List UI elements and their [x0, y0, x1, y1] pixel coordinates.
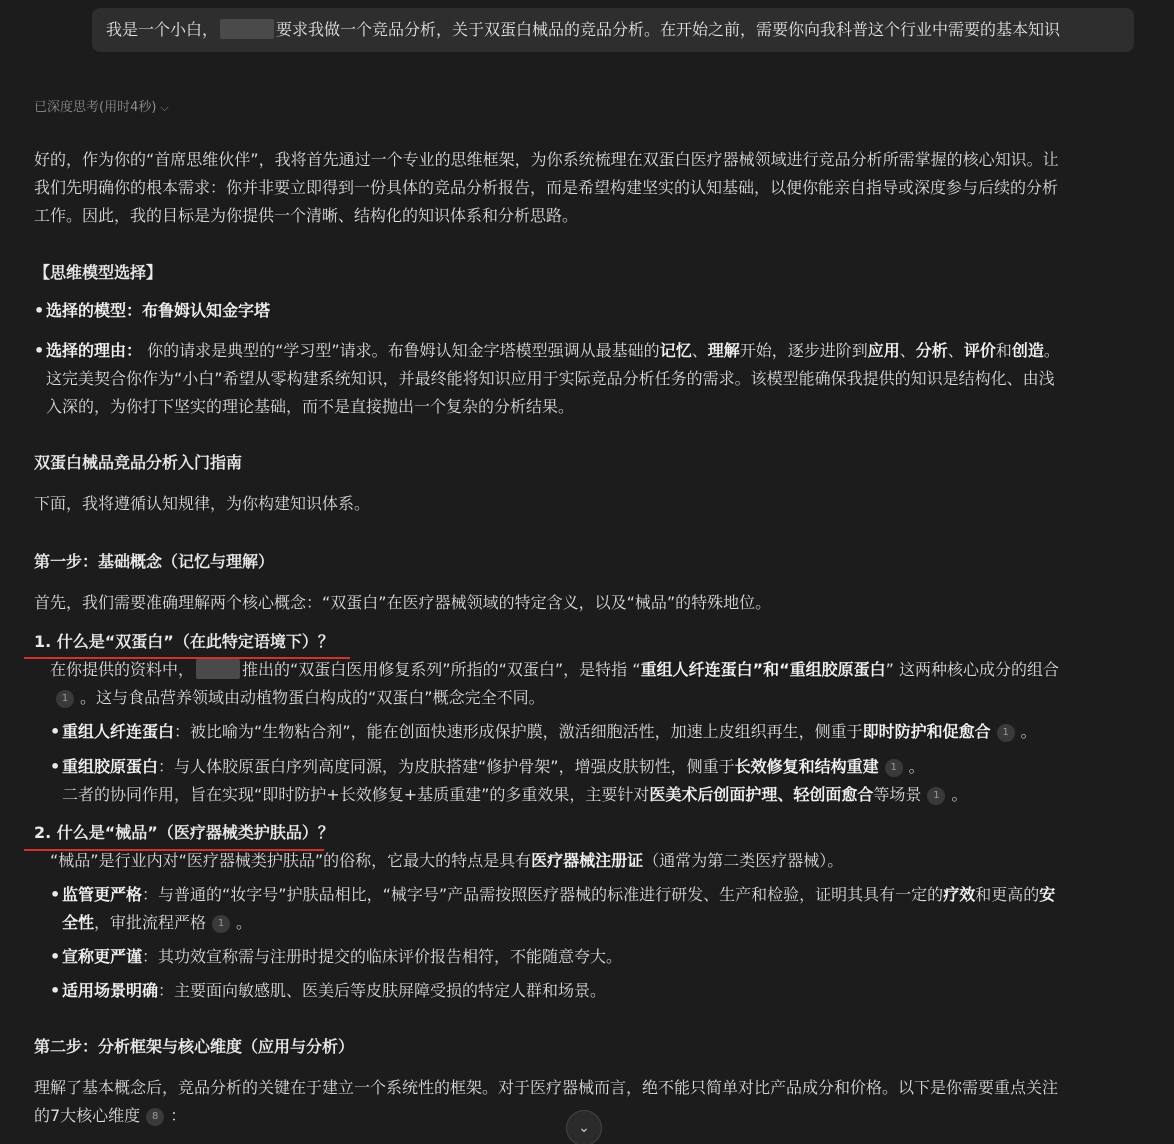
colon: ：	[170, 1106, 187, 1125]
synergy-text: 二者的协同作用，旨在实现“即时防护+长效修复+基质重建”的多重效果，主要针对	[62, 785, 650, 804]
q1-line-2	[50, 684, 1138, 712]
regulation-efficacy: 疗效	[943, 885, 976, 904]
fibronectin-bold: 即时防护和促愈合	[862, 722, 991, 741]
keyword-create: 创造	[1011, 341, 1044, 360]
step1-intro: 首先，我们需要准确理解两个核心概念：“双蛋白”在医疗器械领域的特定含义，以及“械品”的特殊地位。	[34, 593, 772, 612]
regulation-and: 和更高的	[975, 885, 1040, 904]
chevron-down-icon: ⌄	[578, 1120, 590, 1136]
scenario-label: 适用场景明确	[62, 981, 159, 1000]
model-label: 选择的模型：	[46, 301, 143, 320]
q2-body	[34, 847, 1138, 1005]
fibronectin-bullet: • 重组人纤连蛋白：被比喻为“生物粘合剂”，能在创面快速形成保护膜，激活细胞活性，加速上皮组织再生，侧重于即时防护和促愈合 1 。	[50, 722, 1037, 741]
sep: 、	[947, 341, 964, 360]
fibronectin-text: ：被比喻为“生物粘合剂”，能在创面快速形成保护膜，激活细胞活性，加速上皮组织再生，侧重于	[174, 722, 863, 741]
period: 。	[236, 913, 253, 932]
reason-label: 选择的理由：	[46, 341, 143, 360]
intro-line-2: 我们先明确你的根本需求：你并非要立即得到一份具体的竞品分析报告，而是希望构建坚实的认知基础，以便你能亲自指导或深度参与后续的分析	[34, 178, 1059, 197]
collagen-text: ：与人体胶原蛋白序列高度同源，为皮肤搭建“修护骨架”，增强皮肤韧性，侧重于	[158, 757, 735, 776]
period: 。	[1043, 341, 1060, 360]
period: 。	[1020, 722, 1037, 741]
regulation-label: 监管更严格	[62, 885, 143, 904]
q1-line-1	[50, 656, 1138, 684]
q1-keyword-fibronectin: 重组人纤连蛋白	[640, 660, 753, 679]
chevron-down-icon: ⌵	[160, 101, 169, 114]
claims-label: 宣称更严谨	[62, 947, 143, 966]
scroll-down-button[interactable]	[566, 1110, 602, 1144]
q1-text-d: 。这与食品营养领域由动植物蛋白构成的“双蛋白”概念完全不同。	[80, 688, 545, 707]
q2-line	[50, 847, 1138, 875]
period: 。	[951, 785, 968, 804]
citation-badge[interactable]: 1	[885, 759, 903, 777]
claims-bullet: • 宣称更严谨：其功效宣称需与注册时提交的临床评价报告相符，不能随意夸大。	[50, 947, 623, 966]
q1-title: 1. 什么是“双蛋白”（在此特定语境下）？	[34, 632, 334, 651]
q1-keyword-collagen: 重组胶原蛋白	[789, 660, 886, 679]
synergy-end: 等场景	[873, 785, 922, 804]
keyword-understand: 理解	[707, 341, 740, 360]
reason-bullet: • 选择的理由： 你的请求是典型的“学习型”请求。布鲁姆认知金字塔模型强调从最基础的记忆、理解开始，逐步进阶到应用、分析、评价和创造。 这完美契合你作为“小白”希望从零构建系统知识，并最终能将知识应用于实际竞品分析任务的需求。该模型能确保我提供的知识是结构化、由浅 入深的，为你打下坚实的理论基础，而不是直接抛出一个复杂的分析结果。	[34, 341, 1060, 416]
step2-line-1: 理解了基本概念后，竞品分析的关键在于建立一个系统性的框架。对于医疗器械而言，绝不能只简单对比产品成分和价格。以下是你需要重点关注	[34, 1078, 1059, 1097]
synergy-bold: 医美术后创面护理、轻创面愈合	[649, 785, 874, 804]
reason-text-4: 入深的，为你打下坚实的理论基础，而不是直接抛出一个复杂的分析结果。	[46, 397, 575, 416]
citation-badge[interactable]: 1	[212, 915, 230, 933]
step2-title: 第二步：分析框架与核心维度（应用与分析）	[34, 1037, 355, 1056]
user-message-text-2: 要求我做一个竞品分析，关于双蛋白械品的竞品分析。在开始之前，需要你向我科普这个行业中需要的基本知识	[276, 20, 1061, 39]
step1-title: 第一步：基础概念（记忆与理解）	[34, 552, 275, 571]
claims-text: ：其功效宣称需与注册时提交的临床评价报告相符，不能随意夸大。	[142, 947, 623, 966]
q1-mid: ”和“	[752, 660, 790, 679]
q1-text-a: 在你提供的资料中，	[50, 660, 195, 679]
sep: 、	[899, 341, 916, 360]
assistant-response	[34, 146, 1138, 1130]
q1-text-c: ” 这两种核心成分的组合	[885, 660, 1060, 679]
q2-title: 2. 什么是“械品”（医疗器械类护肤品）？	[34, 823, 334, 842]
q2-bold: 医疗器械注册证	[531, 851, 644, 870]
citation-badge[interactable]: 1	[927, 787, 945, 805]
sep: 、	[691, 341, 708, 360]
reason-text-3: 这完美契合你作为“小白”希望从零构建系统知识，并最终能将知识应用于实际竞品分析任务的需求。该模型能确保我提供的知识是结构化、由浅	[46, 369, 1055, 388]
user-message-bubble	[92, 8, 1134, 52]
keyword-evaluate: 评价	[963, 341, 996, 360]
intro-line-3: 工作。因此，我的目标是为你提供一个清晰、结构化的知识体系和分析思路。	[34, 206, 579, 225]
redacted-brand	[196, 659, 240, 679]
collagen-label: 重组胶原蛋白	[62, 757, 159, 776]
guide-title: 双蛋白械品竞品分析入门指南	[34, 453, 243, 472]
q2-text-a: “械品”是行业内对“医疗器械类护肤品”的俗称，它最大的特点是具有	[50, 851, 532, 870]
keyword-memory: 记忆	[659, 341, 692, 360]
scenario-text: ：主要面向敏感肌、医美后等皮肤屏障受损的特定人群和场景。	[158, 981, 607, 1000]
period: 。	[908, 757, 925, 776]
q1-underline	[24, 657, 350, 659]
regulation-safety-b: 全性	[62, 913, 95, 932]
regulation-safety-a: 安	[1039, 885, 1056, 904]
citation-badge[interactable]: 1	[997, 724, 1015, 742]
collagen-bold: 长效修复和结构重建	[734, 757, 879, 776]
scenario-bullet: • 适用场景明确：主要面向敏感肌、医美后等皮肤屏障受损的特定人群和场景。	[50, 981, 607, 1000]
q1-text-b: 推出的“双蛋白医用修复系列”所指的“双蛋白”，是特指 “	[242, 660, 641, 679]
thinking-label: 已深度思考(用时4秒)	[34, 100, 157, 115]
fibronectin-label: 重组人纤连蛋白	[62, 722, 175, 741]
regulation-bullet: • 监管更严格：与普通的“妆字号”护肤品相比，“械字号”产品需按照医疗器械的标准进行研发、生产和检验，证明其具有一定的疗效和更高的安 全性，审批流程严格 1 。	[50, 885, 1056, 932]
q2-underline	[24, 849, 324, 851]
regulation-end: ，审批流程严格	[94, 913, 207, 932]
redacted-name	[220, 19, 274, 39]
reason-text-2: 开始，逐步进阶到	[739, 341, 868, 360]
model-value: 布鲁姆认知金字塔	[142, 301, 271, 320]
reason-text-1: 你的请求是典型的“学习型”请求。布鲁姆认知金字塔模型强调从最基础的	[142, 341, 660, 360]
keyword-apply: 应用	[867, 341, 900, 360]
guide-intro: 下面，我将遵循认知规律，为你构建知识体系。	[34, 494, 371, 513]
model-heading: 【思维模型选择】	[34, 263, 163, 282]
collagen-bullet: • 重组胶原蛋白：与人体胶原蛋白序列高度同源，为皮肤搭建“修护骨架”，增强皮肤韧性，侧重于长效修复和结构重建 1 。 二者的协同作用，旨在实现“即时防护+长效修复+基质重建”的多重效果，主要针对医美术后创面护理、轻创面愈合等场景 1 。	[50, 757, 968, 804]
keyword-analyze: 分析	[915, 341, 948, 360]
model-bullet: • 选择的模型：布鲁姆认知金字塔	[34, 301, 271, 320]
user-message-text-1: 我是一个小白，	[106, 20, 219, 39]
thinking-toggle[interactable]	[34, 96, 169, 115]
regulation-text: ：与普通的“妆字号”护肤品相比，“械字号”产品需按照医疗器械的标准进行研发、生产和检验，证明其具有一定的	[142, 885, 944, 904]
citation-badge[interactable]: 8	[146, 1108, 164, 1126]
q2-text-b: （通常为第二类医疗器械）。	[643, 851, 844, 870]
citation-badge[interactable]: 1	[56, 690, 74, 708]
conj: 和	[995, 341, 1012, 360]
intro-line-1: 好的，作为你的“首席思维伙伴”，我将首先通过一个专业的思维框架，为你系统梳理在双蛋白医疗器械领域进行竞品分析所需掌握的核心知识。让	[34, 150, 1059, 169]
step2-text: 的7大核心维度	[34, 1106, 141, 1125]
q1-body	[34, 656, 1138, 809]
